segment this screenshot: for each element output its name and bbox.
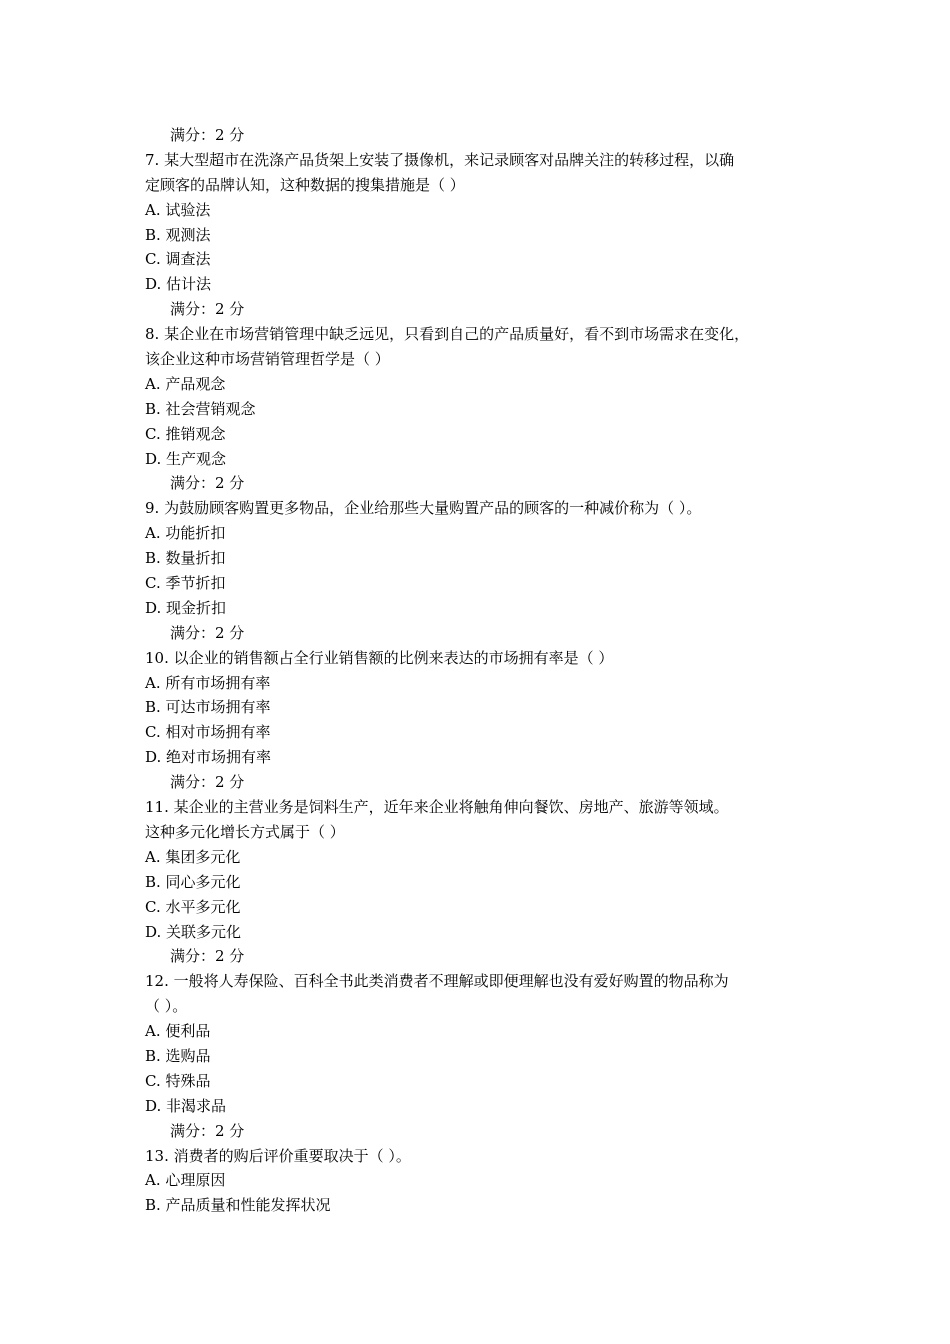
score-line: 满分：2 分 <box>170 1121 245 1140</box>
score-line: 满分：2 分 <box>170 126 245 144</box>
score-line: 满分：2 分 <box>170 947 245 966</box>
answer-option: A. 功能折扣 <box>145 524 226 543</box>
answer-option: C. 季节折扣 <box>145 574 226 593</box>
answer-option: D. 绝对市场拥有率 <box>145 748 272 767</box>
score-line: 满分：2 分 <box>170 773 245 792</box>
answer-option: B. 可达市场拥有率 <box>145 698 271 717</box>
answer-option: D. 关联多元化 <box>145 922 242 941</box>
answer-option: B. 同心多元化 <box>145 872 241 891</box>
answer-option: D. 生产观念 <box>145 449 227 468</box>
score-line: 满分：2 分 <box>170 623 245 642</box>
question-text: 10. 以企业的销售额占全行业销售额的比例来表达的市场拥有率是（ ） <box>145 648 614 667</box>
question-text: 该企业这种市场营销管理哲学是（ ） <box>145 350 390 369</box>
answer-option: A. 心理原因 <box>145 1171 226 1190</box>
answer-option: C. 调查法 <box>145 250 211 269</box>
answer-option: B. 社会营销观念 <box>145 399 256 418</box>
answer-option: A. 集团多元化 <box>145 847 241 866</box>
question-text: 9. 为鼓励顾客购置更多物品，企业给那些大量购置产品的顾客的一种减价称为（ ）。 <box>145 499 702 518</box>
answer-option: C. 水平多元化 <box>145 897 241 916</box>
score-line: 满分：2 分 <box>170 300 245 319</box>
answer-option: D. 现金折扣 <box>145 598 227 617</box>
answer-option: A. 便利品 <box>145 1022 211 1041</box>
score-line: 满分：2 分 <box>170 474 245 493</box>
answer-option: B. 数量折扣 <box>145 549 226 568</box>
question-text: 13. 消费者的购后评价重要取决于（ ）。 <box>145 1146 411 1165</box>
answer-option: D. 估计法 <box>145 275 212 294</box>
answer-option: C. 相对市场拥有率 <box>145 723 271 742</box>
question-text: 定顾客的品牌认知，这种数据的搜集措施是（ ） <box>145 175 465 194</box>
question-text: 11. 某企业的主营业务是饲料生产，近年来企业将触角伸向餐饮、房地产、旅游等领域。 <box>145 798 729 817</box>
answer-option: C. 特殊品 <box>145 1071 211 1090</box>
answer-option: C. 推销观念 <box>145 424 226 443</box>
question-text: 8. 某企业在市场营销管理中缺乏远见，只看到自己的产品质量好，看不到市场需求在变化， <box>145 325 750 344</box>
answer-option: A. 试验法 <box>145 200 211 219</box>
question-text: （ ）。 <box>145 997 188 1016</box>
question-text: 这种多元化增长方式属于（ ） <box>145 822 345 841</box>
document-body <box>145 123 825 1218</box>
answer-option: A. 产品观念 <box>145 374 226 393</box>
answer-option: B. 选购品 <box>145 1046 211 1065</box>
question-text: 12. 一般将人寿保险、百科全书此类消费者不理解或即便理解也没有爱好购置的物品称为 <box>145 972 729 991</box>
answer-option: A. 所有市场拥有率 <box>145 673 271 692</box>
question-text: 7. 某大型超市在洗涤产品货架上安装了摄像机，来记录顾客对品牌关注的转移过程，以确 <box>145 150 735 169</box>
answer-option: B. 观测法 <box>145 225 211 244</box>
answer-option: D. 非渴求品 <box>145 1096 227 1115</box>
answer-option: B. 产品质量和性能发挥状况 <box>145 1196 331 1215</box>
